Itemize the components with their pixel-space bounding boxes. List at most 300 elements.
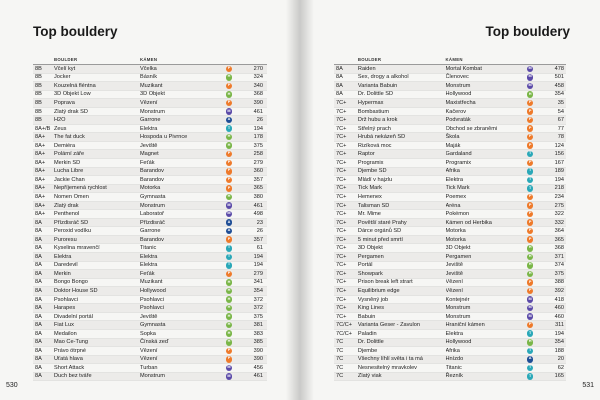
- area-badge-cell: [222, 134, 236, 141]
- area-badge-icon: M: [226, 108, 233, 115]
- boulder-name-cell: Mr. Mime: [357, 211, 381, 218]
- table-row: [33, 159, 267, 168]
- table-row: [334, 219, 566, 228]
- area-badge-icon: P: [226, 66, 233, 73]
- area-badge-icon: P: [527, 160, 534, 167]
- stone-cell: Feťák: [140, 159, 155, 166]
- table-row: [334, 253, 566, 262]
- area-badge-cell: [523, 296, 537, 303]
- area-badge-cell: [523, 108, 537, 115]
- page-ref-cell: 375: [253, 313, 263, 320]
- grade-cell: 7C/C+: [336, 322, 353, 329]
- stone-cell: Podvraták: [445, 117, 471, 124]
- boulder-name-cell: Uťatá hlava: [54, 356, 83, 363]
- area-badge-icon: P: [226, 185, 233, 192]
- stone-cell: Přízdisráč: [140, 219, 165, 226]
- stone-cell: Motorka: [445, 228, 466, 235]
- page-ref-cell: 368: [554, 245, 564, 252]
- table-row: [334, 373, 566, 382]
- page-ref-cell: 341: [253, 279, 263, 286]
- page-ref-cell: 360: [253, 168, 263, 175]
- stone-cell: Magnet: [140, 151, 159, 158]
- page-ref-cell: 381: [253, 322, 263, 329]
- area-badge-cell: [222, 177, 236, 184]
- grade-cell: 7C+: [336, 262, 347, 269]
- boulder-name-cell: Zeus: [54, 125, 67, 132]
- table-row: [334, 339, 566, 348]
- area-badge-cell: [523, 313, 537, 320]
- area-badge-cell: [523, 160, 537, 167]
- area-badge-icon: T: [527, 177, 534, 184]
- boulder-name-cell: Paladin: [357, 330, 377, 337]
- boulder-name-cell: Doktor House SD: [54, 288, 98, 294]
- page-ref-cell: 372: [253, 296, 263, 303]
- grade-cell: 7C+: [336, 134, 347, 141]
- stone-cell: Poemex: [445, 193, 467, 200]
- boulder-name-cell: Babuin: [357, 313, 376, 320]
- stone-cell: Gardaland: [445, 151, 472, 158]
- boulder-name-cell: Penthenol: [54, 211, 80, 218]
- boulder-name-cell: Sex, drogy a alkohol: [357, 74, 409, 81]
- grade-cell: 8A: [35, 330, 42, 337]
- area-badge-cell: [523, 168, 537, 175]
- area-badge-icon: T: [527, 168, 534, 175]
- stone-cell: Monstrum: [445, 82, 471, 89]
- page-ref-cell: 371: [554, 253, 564, 260]
- table-row: [334, 236, 566, 245]
- area-badge-icon: P: [527, 236, 534, 243]
- area-badge-cell: [523, 134, 537, 141]
- grade-cell: 7C+: [336, 228, 347, 235]
- table-row: [334, 330, 566, 339]
- page-ref-cell: 374: [554, 262, 564, 269]
- area-badge-icon: P: [226, 177, 233, 184]
- page-ref-cell: 461: [253, 373, 263, 380]
- table-row: [33, 176, 267, 185]
- table-row: [33, 253, 267, 262]
- stone-cell: Elektra: [445, 330, 463, 337]
- area-badge-icon: P: [226, 356, 233, 363]
- page-ref-cell: 460: [554, 305, 564, 312]
- stone-cell: Monstrum: [140, 373, 165, 380]
- grade-cell: 8A+: [35, 176, 46, 183]
- page-ref-cell: 156: [554, 151, 564, 158]
- table-row: [334, 262, 566, 271]
- area-badge-icon: P: [527, 125, 534, 132]
- boulder-name-cell: Daredevil: [54, 262, 78, 269]
- area-badge-cell: [523, 151, 537, 158]
- table-row: [33, 347, 267, 356]
- page-ref-cell: 77: [557, 125, 564, 132]
- stone-cell: Muzikant: [140, 279, 163, 286]
- area-badge-cell: [523, 262, 537, 269]
- table-row: [33, 304, 267, 313]
- table-row: [33, 91, 267, 100]
- area-badge-cell: [523, 66, 537, 73]
- table-row: [33, 287, 267, 296]
- grade-cell: 8A+: [35, 193, 46, 200]
- grade-cell: 8A+: [35, 211, 46, 218]
- page-ref-cell: 61: [256, 245, 263, 252]
- table-row: [33, 108, 267, 117]
- table-row: [334, 74, 566, 83]
- table-row: [334, 108, 566, 117]
- table-row: [33, 330, 267, 339]
- grade-cell: 7C: [336, 347, 344, 354]
- grade-cell: 7C+: [336, 125, 347, 132]
- grade-cell: 7C+: [336, 313, 347, 320]
- area-badge-cell: [222, 356, 236, 363]
- area-badge-cell: [523, 177, 537, 184]
- table-row: [334, 99, 566, 108]
- area-badge-cell: [222, 125, 236, 132]
- page-ref-cell: 388: [554, 279, 564, 286]
- area-badge-icon: T: [226, 245, 233, 252]
- area-badge-icon: H: [527, 254, 534, 261]
- stone-cell: Garrone: [140, 117, 161, 124]
- table-row: [334, 142, 566, 151]
- page-title: Top bouldery: [33, 24, 118, 39]
- page-ref-cell: 26: [256, 117, 263, 124]
- boulder-name-cell: Drž hubu a krok: [357, 117, 398, 124]
- area-badge-icon: M: [527, 74, 534, 81]
- area-badge-icon: A: [527, 356, 534, 363]
- area-badge-icon: P: [527, 108, 534, 115]
- boulder-name-cell: Střelný prach: [357, 125, 391, 132]
- area-badge-cell: [523, 330, 537, 337]
- table-row: [33, 356, 267, 365]
- boulder-name-cell: Všechny líhlí světa i ta má: [357, 356, 423, 363]
- boulder-name-cell: Jackie Chan: [54, 176, 85, 183]
- area-badge-icon: P: [527, 279, 534, 286]
- page-ref-cell: 478: [554, 65, 564, 72]
- area-badge-cell: [222, 151, 236, 158]
- table-row: [334, 210, 566, 219]
- page-ref-cell: 357: [253, 176, 263, 183]
- table-row: [334, 91, 566, 100]
- table-row: [334, 176, 566, 185]
- grade-cell: 8A: [35, 288, 42, 294]
- page-ref-cell: 365: [253, 185, 263, 192]
- header-stone: KÁMEN: [445, 57, 463, 62]
- page-ref-cell: 218: [554, 185, 564, 192]
- stone-cell: Elektra: [140, 253, 158, 260]
- area-badge-icon: H: [226, 330, 233, 337]
- table-row: [33, 236, 267, 245]
- area-badge-cell: [222, 185, 236, 192]
- table-row: [334, 227, 566, 236]
- table-row: [33, 142, 267, 151]
- grade-cell: 8A: [35, 322, 42, 329]
- stone-cell: Monstrum: [445, 313, 471, 320]
- table-row: [33, 313, 267, 322]
- boulder-name-cell: Pergamen: [357, 253, 384, 260]
- area-badge-icon: T: [226, 254, 233, 261]
- boulder-name-cell: Raptor: [357, 151, 375, 158]
- table-row: [33, 168, 267, 177]
- page-ref-cell: 375: [554, 270, 564, 277]
- grade-cell: 7C+: [336, 193, 347, 200]
- stone-cell: Vězení: [445, 279, 463, 286]
- area-badge-cell: [222, 313, 236, 320]
- table-row: [334, 304, 566, 313]
- boulder-name-cell: Talisman SD: [357, 202, 390, 209]
- boulder-name-cell: Hypermax: [357, 99, 384, 106]
- area-badge-cell: [222, 211, 236, 218]
- stone-cell: Aréna: [445, 202, 461, 209]
- area-badge-cell: [222, 194, 236, 201]
- stone-cell: Hollywood: [445, 339, 472, 346]
- stone-cell: Škola: [445, 134, 460, 141]
- table-row: [334, 364, 566, 373]
- page-ref-cell: 279: [253, 159, 263, 166]
- table-row: [334, 279, 566, 288]
- page-ref-cell: 372: [253, 305, 263, 312]
- header-boulder: BOULDER: [54, 57, 78, 62]
- page-ref-cell: 354: [253, 288, 263, 294]
- stone-cell: Afrika: [445, 347, 460, 354]
- boulder-name-cell: Psohlavci: [54, 296, 78, 303]
- page-ref-cell: 418: [554, 296, 564, 303]
- grade-cell: 8A: [336, 65, 343, 72]
- boulder-name-cell: Fiat Lux: [54, 322, 74, 329]
- page-ref-cell: 67: [557, 117, 564, 124]
- stone-cell: Feťák: [140, 270, 155, 277]
- area-badge-icon: H: [226, 134, 233, 141]
- area-badge-icon: P: [527, 322, 534, 329]
- area-badge-icon: H: [226, 279, 233, 286]
- table-row: [33, 244, 267, 253]
- grade-cell: 8A+: [35, 151, 46, 158]
- area-badge-icon: P: [527, 142, 534, 149]
- boulder-name-cell: Hemenex: [357, 193, 382, 200]
- boulder-name-cell: Nomen Omen: [54, 193, 89, 200]
- page-ref-cell: 501: [554, 74, 564, 81]
- stone-cell: Pergamen: [445, 253, 472, 260]
- area-badge-icon: M: [527, 305, 534, 312]
- stone-cell: Hraniční kámen: [445, 322, 485, 329]
- area-badge-icon: H: [226, 313, 233, 320]
- boulder-name-cell: Showpark: [357, 270, 383, 277]
- grade-cell: 8A: [35, 270, 42, 277]
- page-ref-cell: 20: [557, 356, 564, 363]
- page-ref-cell: 194: [253, 262, 263, 269]
- area-badge-icon: T: [226, 125, 233, 132]
- table-row: [334, 270, 566, 279]
- page-ref-cell: 354: [554, 339, 564, 346]
- table-row: [334, 321, 566, 330]
- stone-cell: Barandov: [140, 168, 164, 175]
- page-ref-cell: 392: [554, 288, 564, 294]
- area-badge-cell: [523, 219, 537, 226]
- boulder-name-cell: Peroxid vodíku: [54, 228, 92, 235]
- grade-cell: 8B: [35, 74, 42, 81]
- table-row: [33, 125, 267, 134]
- boulder-name-cell: Demiéra: [54, 142, 76, 149]
- area-badge-icon: M: [226, 373, 233, 380]
- area-badge-icon: P: [527, 288, 534, 295]
- boulder-name-cell: Včelí kyt: [54, 65, 76, 72]
- boulder-name-cell: Nepříjemená rychlost: [54, 185, 107, 192]
- right-page: [300, 0, 600, 400]
- grade-cell: 7C+: [336, 296, 347, 303]
- grade-cell: 8A+/B: [35, 125, 51, 132]
- area-badge-icon: P: [527, 194, 534, 201]
- area-badge-cell: [523, 245, 537, 252]
- page-ref-cell: 188: [554, 347, 564, 354]
- table-row: [334, 82, 566, 91]
- boulder-name-cell: 5 minut před smrtí: [357, 236, 403, 243]
- area-badge-cell: [523, 185, 537, 192]
- area-badge-cell: [523, 305, 537, 312]
- stone-cell: Monstrum: [445, 305, 471, 312]
- grade-cell: 7C+: [336, 288, 347, 294]
- area-badge-cell: [222, 288, 236, 295]
- area-badge-cell: [523, 348, 537, 355]
- table-row: [334, 150, 566, 159]
- page-ref-cell: 275: [554, 202, 564, 209]
- grade-cell: 8A: [35, 305, 42, 312]
- area-badge-icon: T: [527, 348, 534, 355]
- stone-cell: Vězení: [140, 347, 158, 354]
- area-badge-cell: [523, 271, 537, 278]
- boulder-name-cell: Raiden: [357, 65, 376, 72]
- grade-cell: 8A: [35, 339, 42, 346]
- area-badge-cell: [222, 271, 236, 278]
- boulder-name-cell: Duch bez tváře: [54, 373, 92, 380]
- area-badge-cell: [222, 339, 236, 346]
- table-row: [334, 168, 566, 177]
- grade-cell: 7C+: [336, 202, 347, 209]
- grade-cell: 7C+: [336, 168, 347, 175]
- grade-cell: 8A: [35, 364, 42, 371]
- area-badge-cell: [222, 279, 236, 286]
- page-ref-cell: 279: [253, 270, 263, 277]
- area-badge-cell: [523, 194, 537, 201]
- grade-cell: 8A: [35, 253, 42, 260]
- area-badge-icon: P: [226, 100, 233, 107]
- area-badge-icon: P: [226, 168, 233, 175]
- area-badge-icon: H: [527, 339, 534, 346]
- area-badge-icon: H: [226, 305, 233, 312]
- stone-cell: Afrika: [445, 168, 460, 175]
- table-row: [33, 202, 267, 211]
- grade-cell: 7C/C+: [336, 330, 353, 337]
- area-badge-icon: P: [226, 348, 233, 355]
- stone-cell: Pokémon: [445, 211, 470, 218]
- area-badge-icon: H: [226, 74, 233, 81]
- stone-cell: Titanic: [445, 364, 462, 371]
- page-ref-cell: 383: [253, 330, 263, 337]
- area-badge-cell: [523, 254, 537, 261]
- boulder-name-cell: Rizíková moc: [357, 142, 392, 149]
- page-ref-cell: 461: [253, 108, 263, 115]
- area-badge-icon: H: [527, 271, 534, 278]
- table-row: [33, 373, 267, 382]
- grade-cell: 8B: [35, 91, 42, 98]
- grade-cell: 8A+: [35, 159, 46, 166]
- area-badge-icon: M: [226, 202, 233, 209]
- table-body: [334, 65, 566, 381]
- area-badge-icon: T: [527, 373, 534, 380]
- page-ref-cell: 311: [555, 322, 564, 329]
- page-ref-cell: 324: [253, 74, 263, 81]
- stone-cell: Monstrum: [140, 108, 165, 115]
- area-badge-cell: [523, 117, 537, 124]
- boulder-name-cell: Divadelní portál: [54, 313, 93, 320]
- stone-cell: Elektra: [445, 176, 463, 183]
- area-badge-cell: [523, 74, 537, 81]
- stone-cell: Monstrum: [140, 202, 165, 209]
- stone-cell: Vězení: [140, 99, 158, 106]
- boulder-name-cell: Djembe SD: [357, 168, 387, 175]
- area-badge-cell: [222, 66, 236, 73]
- page-number: 531: [582, 382, 594, 389]
- area-badge-icon: P: [226, 271, 233, 278]
- grade-cell: 7C+: [336, 117, 347, 124]
- stone-cell: Básník: [140, 74, 158, 81]
- boulder-name-cell: Povětší staré Prahy: [357, 219, 407, 226]
- stone-cell: Hollywood: [445, 91, 472, 98]
- stone-cell: Barandov: [140, 236, 164, 243]
- area-badge-icon: P: [527, 219, 534, 226]
- boulder-name-cell: Právo ötrpné: [54, 347, 87, 354]
- boulder-name-cell: Merkin: [54, 270, 71, 277]
- area-badge-cell: [222, 202, 236, 209]
- area-badge-cell: [222, 142, 236, 149]
- boulder-name-cell: Portál: [357, 262, 373, 269]
- boulder-name-cell: Tick Mark: [357, 185, 382, 192]
- stone-cell: Členovec: [445, 74, 469, 81]
- grade-cell: 8A+: [35, 134, 46, 141]
- grade-cell: 8A: [35, 262, 42, 269]
- stone-cell: Řezník: [445, 373, 463, 380]
- grade-cell: 7C+: [336, 142, 347, 149]
- table-row: [334, 133, 566, 142]
- grade-cell: 8A: [35, 245, 42, 252]
- grade-cell: 7C+: [336, 176, 347, 183]
- area-badge-cell: [523, 91, 537, 98]
- area-badge-icon: P: [527, 211, 534, 218]
- area-badge-icon: T: [527, 151, 534, 158]
- area-badge-cell: [523, 339, 537, 346]
- header-boulder: BOULDER: [357, 57, 382, 62]
- area-badge-icon: H: [226, 142, 233, 149]
- page-ref-cell: 23: [256, 219, 263, 226]
- grade-cell: 8A: [35, 296, 42, 303]
- grade-cell: 8A+: [35, 168, 46, 175]
- boulder-name-cell: Harapes: [54, 305, 76, 312]
- area-badge-cell: [222, 83, 236, 90]
- grade-cell: 8A: [35, 279, 42, 286]
- table-body: [33, 65, 267, 381]
- stone-cell: Mortal Kombat: [445, 65, 482, 72]
- boulder-name-cell: 3D Objekt Low: [54, 91, 91, 98]
- table-row: [334, 125, 566, 134]
- grade-cell: 7C+: [336, 185, 347, 192]
- page-ref-cell: 498: [253, 211, 263, 218]
- page-ref-cell: 385: [253, 339, 263, 346]
- table-row: [33, 99, 267, 108]
- area-badge-icon: P: [226, 236, 233, 243]
- boulder-table: [334, 51, 566, 381]
- grade-cell: 8A: [35, 313, 42, 320]
- area-badge-icon: T: [226, 262, 233, 269]
- area-badge-cell: [523, 236, 537, 243]
- table-row: [334, 202, 566, 211]
- page-ref-cell: 375: [253, 142, 263, 149]
- area-badge-cell: [222, 365, 236, 372]
